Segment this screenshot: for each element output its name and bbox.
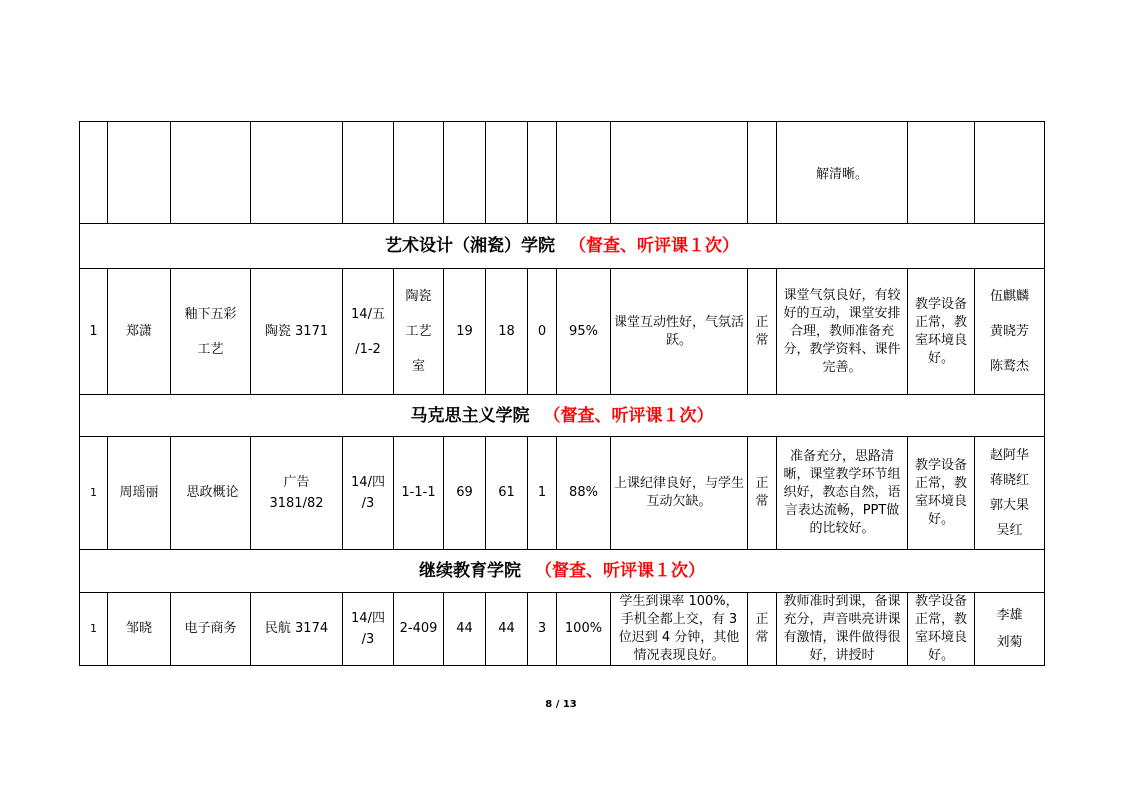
section-header <box>80 224 1045 269</box>
section-title: 继续教育学院 <box>419 561 521 581</box>
facility-status: 教学设备正常，教室环境良好。 <box>908 269 975 395</box>
class-name: 陶瓷 3171 <box>251 269 343 395</box>
table-row <box>80 593 1045 666</box>
student-status: 学生到课率 100%，手机全都上交，有 3 位迟到 4 分钟，其他情况表现良好。 <box>611 593 748 666</box>
teaching-evaluation: 解清晰。 <box>777 122 908 224</box>
lesson-time: 14/五 /1-2 <box>343 269 394 395</box>
section-note: （督查、听评课１次） <box>543 405 714 426</box>
class-order: 正常 <box>748 593 777 666</box>
class-name: 广告 3181/82 <box>251 437 343 550</box>
row-number: 1 <box>80 593 108 666</box>
lesson-time: 14/四 /3 <box>343 593 394 666</box>
row-number: 1 <box>80 437 108 550</box>
table-row <box>80 122 1045 224</box>
teacher-name: 邹晓 <box>108 593 171 666</box>
section-note: （督查、听评课１次） <box>535 561 705 581</box>
facility-status: 教学设备正常，教室环境良好。 <box>908 437 975 550</box>
student-status: 上课纪律良好，与学生互动欠缺。 <box>611 437 748 550</box>
classroom: 陶瓷 工艺 室 <box>394 269 444 395</box>
classroom: 2-409 <box>394 593 444 666</box>
class-name: 民航 3174 <box>251 593 343 666</box>
teaching-evaluation: 准备充分，思路清晰，课堂教学环节组织好，教态自然，语言表达流畅，PPT做的比较好。 <box>777 437 908 550</box>
listeners: 伍麒麟 黄晓芳 陈鹜杰 <box>975 269 1045 395</box>
section-title: 马克思主义学院 <box>410 405 530 426</box>
enrolled-count: 19 <box>444 269 486 395</box>
section-header <box>80 395 1045 437</box>
table-row <box>80 269 1045 395</box>
facility-status: 教学设备正常，教室环境良好。 <box>908 593 975 666</box>
page-number: 8 / 13 <box>545 699 577 710</box>
present-count: 18 <box>486 269 528 395</box>
present-count: 61 <box>486 437 528 550</box>
row-number: 1 <box>80 269 108 395</box>
late-count: 0 <box>528 269 557 395</box>
late-count: 3 <box>528 593 557 666</box>
late-count: 1 <box>528 437 557 550</box>
section-title: 艺术设计（湘瓷）学院 <box>385 236 555 256</box>
section-header <box>80 550 1045 593</box>
attendance-rate: 88% <box>557 437 611 550</box>
attendance-rate: 100% <box>557 593 611 666</box>
course-name: 电子商务 <box>171 593 251 666</box>
teaching-evaluation: 教师准时到课，备课充分，声音哄亮讲课有激情，课件做得很好，讲授时 <box>777 593 908 666</box>
present-count: 44 <box>486 593 528 666</box>
attendance-rate: 95% <box>557 269 611 395</box>
listeners: 赵阿华 蒋晓红 郭大果 吴红 <box>975 437 1045 550</box>
enrolled-count: 69 <box>444 437 486 550</box>
teaching-evaluation: 课堂气氛良好，有较好的互动，课堂安排合理，教师准备充分，教学资料、课件完善。 <box>777 269 908 395</box>
section-note: （督查、听评课１次） <box>569 236 739 256</box>
listeners: 李雄 刘菊 <box>975 593 1045 666</box>
course-name: 思政概论 <box>171 437 251 550</box>
teacher-name: 郑潇 <box>108 269 171 395</box>
inspection-table <box>79 121 1045 666</box>
class-order: 正常 <box>748 437 777 550</box>
class-order: 正常 <box>748 269 777 395</box>
course-name: 釉下五彩 工艺 <box>171 269 251 395</box>
classroom: 1-1-1 <box>394 437 444 550</box>
lesson-time: 14/四 /3 <box>343 437 394 550</box>
enrolled-count: 44 <box>444 593 486 666</box>
teacher-name: 周瑶丽 <box>108 437 171 550</box>
table-row <box>80 437 1045 550</box>
student-status: 课堂互动性好，气氛活跃。 <box>611 269 748 395</box>
